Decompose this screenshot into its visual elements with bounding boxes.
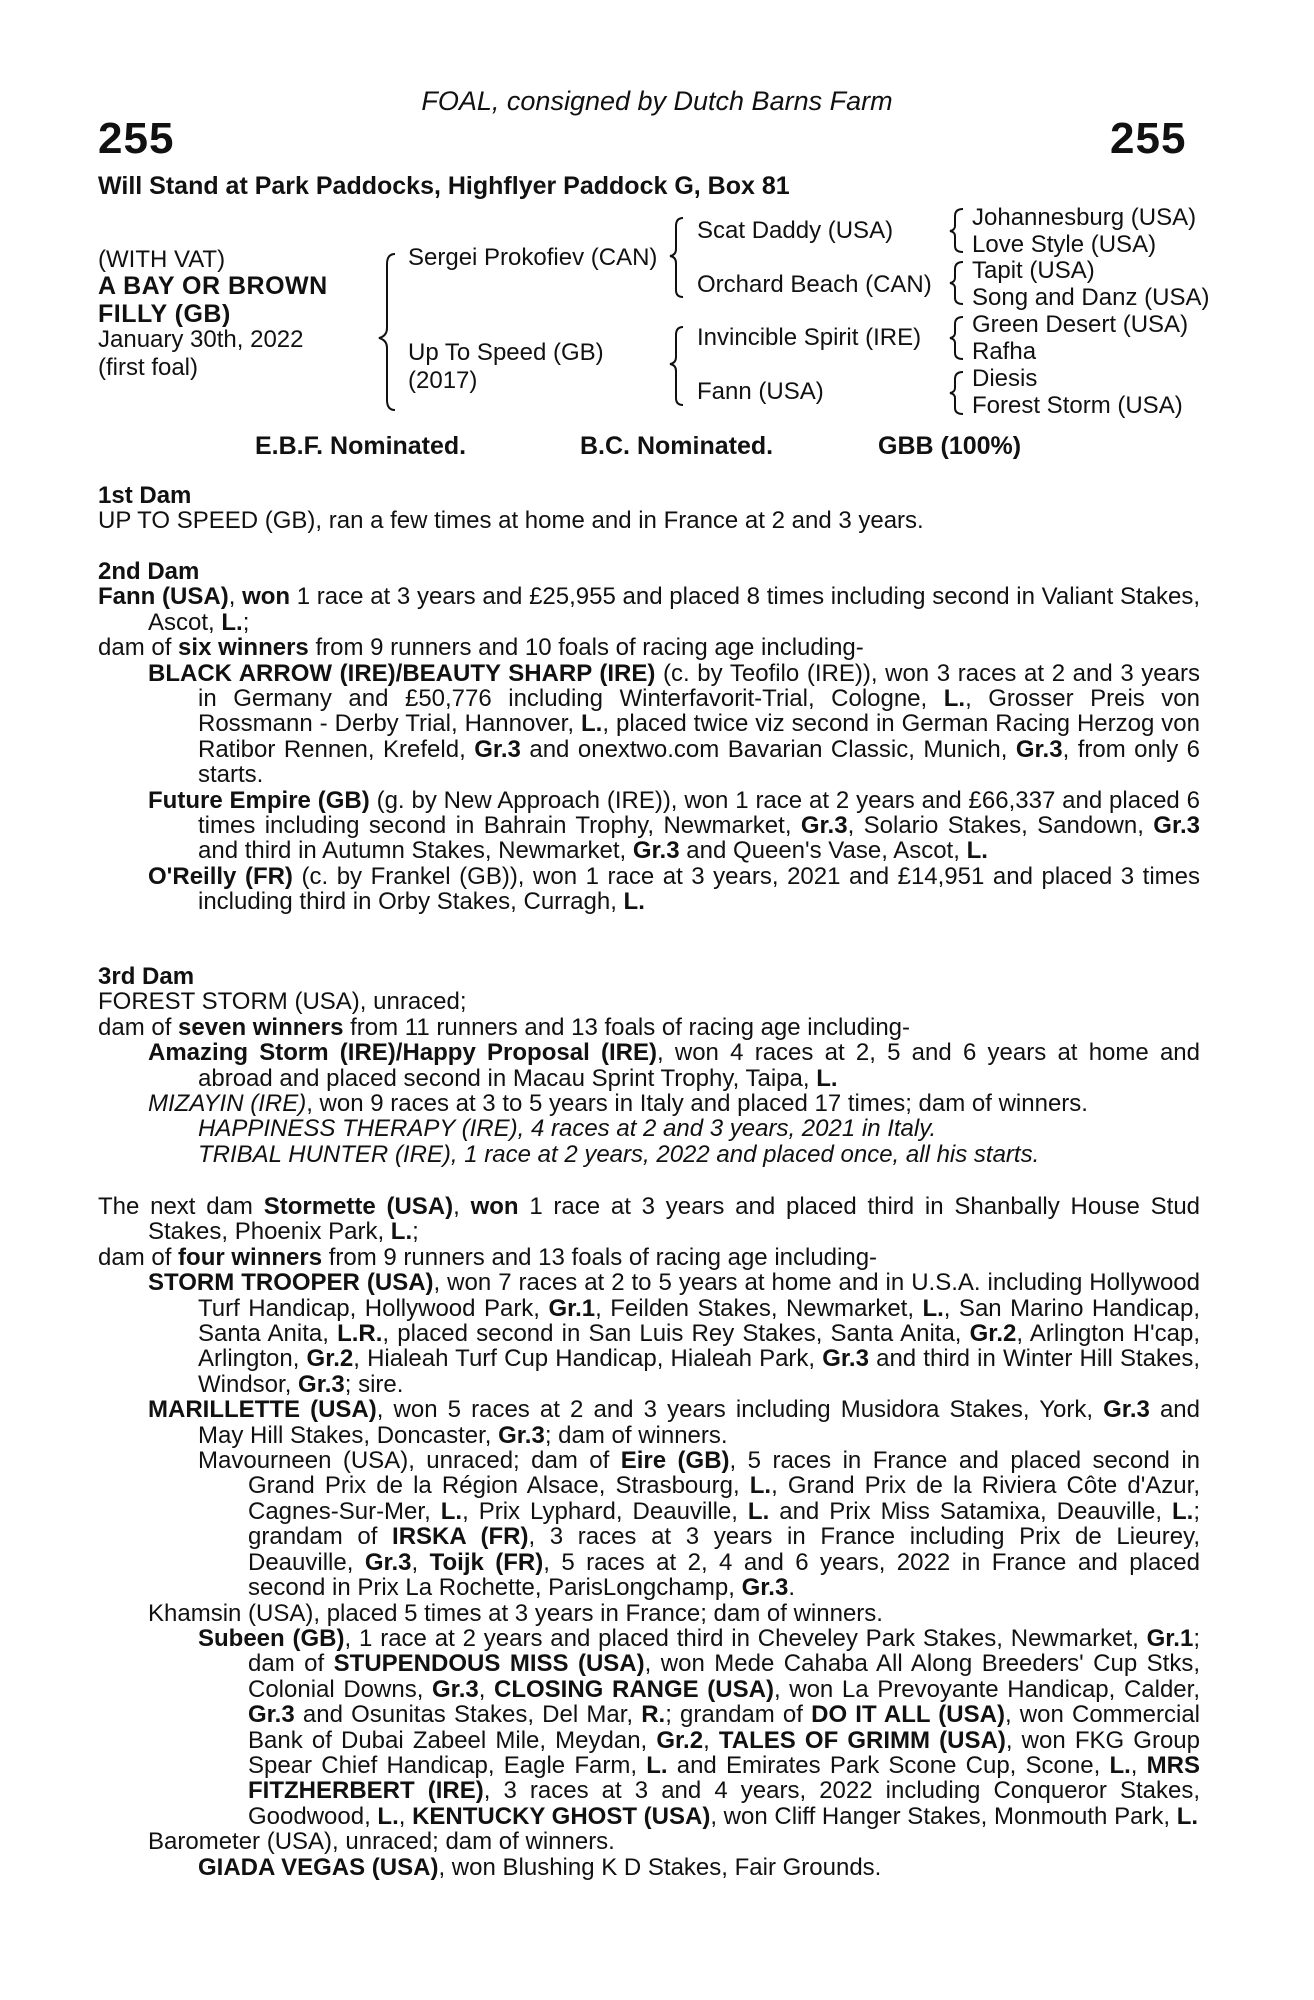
next-dam-record: The next dam Stormette (USA), won 1 race at 3 years and placed third in Shanbally House Stud Stakes, Phoenix Park, L.; bbox=[98, 1193, 1201, 1246]
second-dam-entry-oreilly: O'Reilly (FR) (c. by Frankel (GB)), won 1 race at 3 years, 2021 and £14,951 and placed 3 times including third in Orby Stakes, Curragh, L. bbox=[148, 862, 1200, 916]
brace-main bbox=[379, 254, 395, 410]
pedigree-dam: Up To Speed (GB) bbox=[408, 339, 604, 366]
third-dam-record: FOREST STORM (USA), unraced; bbox=[98, 988, 467, 1016]
pedigree-sss: Johannesburg (USA) bbox=[972, 204, 1197, 231]
pedigree-sdd: Song and Danz (USA) bbox=[972, 284, 1210, 311]
third-dam-section bbox=[98, 964, 1200, 1167]
second-dam-entry-future-empire: Future Empire (GB) (g. by New Approach (IRE)), won 1 race at 2 years and £66,337 and placed 6 times including second in Bahrain Trophy, Newmarket, Gr.3, Solario Stakes, Sandown, Gr.3 and third in Autumn Stakes, Newmarket, Gr.3 and Queen's Vase, Ascot, L. bbox=[148, 786, 1200, 865]
lot-number-left: 255 bbox=[98, 114, 175, 163]
pedigree-ds: Invincible Spirit (IRE) bbox=[697, 324, 922, 351]
lot-description-2: FILLY (GB) bbox=[98, 300, 231, 328]
next-dam-entry-subeen: Subeen (GB), 1 race at 2 years and placed third in Cheveley Park Stakes, Newmarket, Gr.1; dam of STUPENDOUS MISS (USA), won Mede Cahaba All Along Breeders' Cup Stks, Colonial Downs, Gr.3, CLOSING RANGE (USA), won La Prevoyante Handicap, Calder, Gr.3 and Osunitas Stakes, Del Mar, R.; grandam of DO IT ALL (USA), won Commercial Bank of Dubai Zabeel Mile, Meydan, Gr.2, TALES OF GRIMM (USA), won FKG Group Spear Chief Handicap, Eagle Farm, L. and Emirates Park Scone Cup, Scone, L., MRS FITZHERBERT (IRE), 3 races at 3 and 4 years, 2022 including Conqueror Stakes, Goodwood, L., KENTUCKY GHOST (USA), won Cliff Hanger Stakes, Monmouth Park, L. bbox=[198, 1624, 1201, 1830]
pedigree-dss: Green Desert (USA) bbox=[972, 311, 1189, 338]
pedigree-sds: Tapit (USA) bbox=[972, 257, 1095, 284]
next-dam-entry-barometer: Barometer (USA), unraced; dam of winners. bbox=[148, 1828, 615, 1856]
brace-sire bbox=[670, 218, 683, 297]
pedigree-ss: Scat Daddy (USA) bbox=[697, 217, 894, 244]
second-dam-heading: 2nd Dam bbox=[98, 558, 200, 585]
first-dam-text: UP TO SPEED (GB), ran a few times at home and in France at 2 and 3 years. bbox=[98, 507, 924, 535]
pedigree-dds: Diesis bbox=[972, 365, 1038, 392]
next-dam-entry-storm-trooper: STORM TROOPER (USA), won 7 races at 2 to 5 years at home and in U.S.A. including Hollywood Turf Handicap, Hollywood Park, Gr.1, Feilden Stakes, Newmarket, L., San Marino Handicap, Santa Anita, L.R., placed second in San Luis Rey Stakes, Santa Anita, Gr.2, Arlington H'cap, Arlington, Gr.2, Hialeah Turf Cup Handicap, Hialeah Park, Gr.3 and third in Winter Hill Stakes, Windsor, Gr.3; sire. bbox=[148, 1269, 1201, 1398]
pedigree-sire: Sergei Prokofiev (CAN) bbox=[408, 244, 658, 271]
first-foal-note: (first foal) bbox=[98, 354, 199, 381]
next-dam-entry-khamsin: Khamsin (USA), placed 5 times at 3 years in France; dam of winners. bbox=[148, 1599, 883, 1627]
third-dam-entry-happiness-therapy: HAPPINESS THERAPY (IRE), 4 races at 2 and 3 years, 2021 in Italy. bbox=[198, 1115, 937, 1143]
second-dam-entry-black-arrow: BLACK ARROW (IRE)/BEAUTY SHARP (IRE) (c. by Teofilo (IRE)), won 3 races at 2 and 3 years in Germany and £50,776 including Winterfavorit-Trial, Cologne, L., Grosser Preis von Rossmann - Derby Trial, Hannover, L., placed twice viz second in German Racing Herzog von Ratibor Rennen, Krefeld, Gr.3 and onextwo.com Bavarian Classic, Munich, Gr.3, from only 6 starts. bbox=[148, 659, 1201, 789]
consignor-line: FOAL, consigned by Dutch Barns Farm bbox=[421, 86, 893, 116]
third-dam-entry-mizayin: MIZAYIN (IRE), won 9 races at 3 to 5 years in Italy and placed 17 times; dam of winners. bbox=[148, 1090, 1088, 1118]
next-dam-produce: dam of four winners from 9 runners and 13 foals of racing age including- bbox=[98, 1243, 878, 1271]
third-dam-heading: 3rd Dam bbox=[98, 963, 195, 990]
pedigree-dam-year: (2017) bbox=[408, 367, 478, 394]
ebf-nomination: E.B.F. Nominated. bbox=[255, 432, 467, 460]
lot-description-1: A BAY OR BROWN bbox=[98, 272, 328, 300]
lot-number-right: 255 bbox=[1110, 114, 1187, 163]
foaling-date: January 30th, 2022 bbox=[98, 326, 304, 353]
bc-nomination: B.C. Nominated. bbox=[580, 432, 774, 460]
gbb-status: GBB (100%) bbox=[878, 432, 1022, 460]
third-dam-entry-tribal-hunter: TRIBAL HUNTER (IRE), 1 race at 2 years, 2022 and placed once, all his starts. bbox=[198, 1140, 1040, 1168]
pedigree-ddd: Forest Storm (USA) bbox=[972, 392, 1183, 419]
pedigree-ssd: Love Style (USA) bbox=[972, 231, 1157, 258]
next-dam-section bbox=[98, 1194, 1200, 1880]
next-dam-entry-giada-vegas: GIADA VEGAS (USA), won Blushing K D Stakes, Fair Grounds. bbox=[198, 1853, 882, 1881]
second-dam-record: Fann (USA), won 1 race at 3 years and £25,955 and placed 8 times including second in Valiant Stakes, Ascot, L.; bbox=[98, 583, 1201, 636]
pedigree-dd: Fann (USA) bbox=[697, 378, 824, 405]
brace-dam bbox=[670, 327, 683, 405]
pedigree-dsd: Rafha bbox=[972, 338, 1037, 365]
next-dam-entry-marillette: MARILLETTE (USA), won 5 races at 2 and 3 years including Musidora Stakes, York, Gr.3 and May Hill Stakes, Doncaster, Gr.3; dam of winners. bbox=[148, 1396, 1200, 1449]
next-dam-entry-mavourneen: Mavourneen (USA), unraced; dam of Eire (GB), 5 races in France and placed second in Grand Prix de la Région Alsace, Strasbourg, L., Grand Prix de la Riviera Côte d'Azur, Cagnes-Sur-Mer, L., Prix Lyphard, Deauville, L. and Prix Miss Satamixa, Deauville, L.; grandam of IRSKA (FR), 3 races at 3 years in France including Prix de Lieurey, Deauville, Gr.3, Toijk (FR), 5 races at 2, 4 and 6 years, 2022 in France and placed second in Prix La Rochette, ParisLongchamp, Gr.3. bbox=[198, 1447, 1201, 1602]
brace-sd bbox=[950, 262, 963, 304]
first-dam-section bbox=[98, 483, 1200, 534]
brace-ds bbox=[950, 317, 963, 359]
stand-location: Will Stand at Park Paddocks, Highflyer Paddock G, Box 81 bbox=[98, 172, 790, 200]
vat-note: (WITH VAT) bbox=[98, 246, 226, 273]
second-dam-section bbox=[98, 559, 1200, 915]
third-dam-entry-amazing-storm: Amazing Storm (IRE)/Happy Proposal (IRE), won 4 races at 2, 5 and 6 years at home and abroad and placed second in Macau Sprint Trophy, Taipa, L. bbox=[148, 1039, 1201, 1092]
first-dam-heading: 1st Dam bbox=[98, 482, 192, 509]
pedigree-sd: Orchard Beach (CAN) bbox=[697, 271, 932, 298]
second-dam-produce: dam of six winners from 9 runners and 10 foals of racing age including- bbox=[98, 634, 864, 662]
third-dam-produce: dam of seven winners from 11 runners and 13 foals of racing age including- bbox=[98, 1013, 911, 1041]
brace-dd bbox=[950, 372, 963, 414]
brace-ss bbox=[950, 209, 963, 252]
